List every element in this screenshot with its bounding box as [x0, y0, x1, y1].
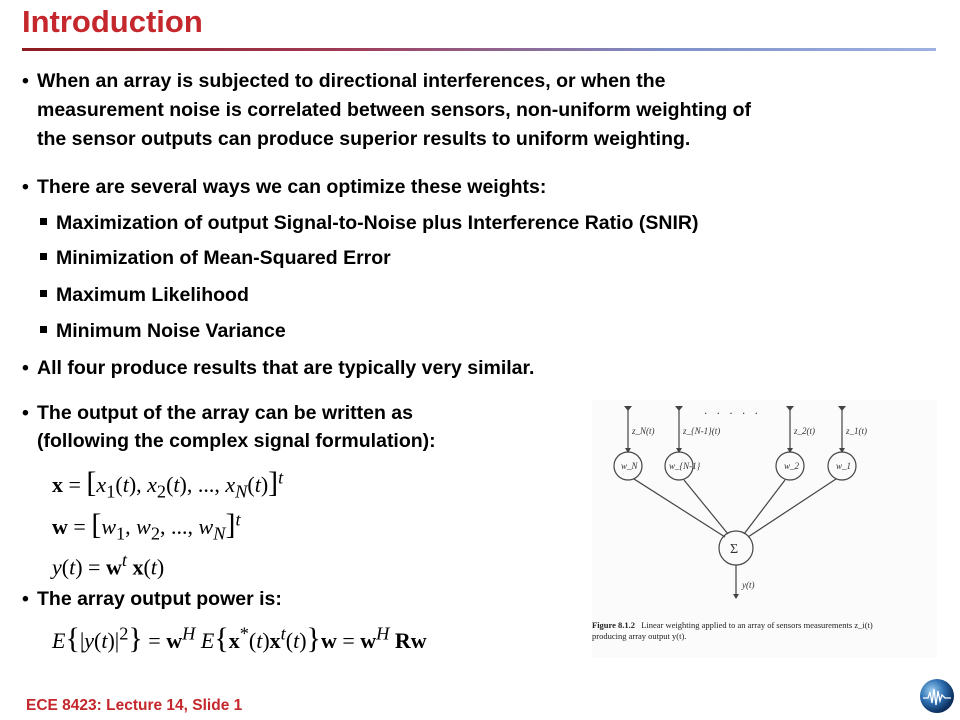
- square-bullet-icon: [40, 253, 47, 260]
- title-underline: [22, 48, 936, 51]
- bullet-line: (following the complex signal formulation):: [37, 430, 436, 452]
- sub-bullet-text: Minimum Noise Variance: [56, 320, 286, 342]
- bullet-dot: •: [22, 402, 29, 424]
- input-label: z_1(t): [846, 426, 867, 436]
- square-bullet-icon: [40, 218, 47, 225]
- sub-bullet-text: Minimization of Mean-Squared Error: [56, 247, 391, 269]
- globe-logo-icon: [919, 678, 955, 714]
- figure-caption-line2: producing array output y(t).: [592, 631, 687, 641]
- bullet-line: measurement noise is correlated between sensors, non-uniform weighting of: [37, 99, 752, 121]
- weight-label: w_{N-1}: [669, 461, 701, 471]
- equation-array-output: $y(t) = w^t$ x(t): [52, 550, 165, 580]
- equation-output-power: $E\{|y(t)|^2\} = w^H$ $E\{x^*(t)x^t(t)\}w = w^H$ Rw: [52, 622, 427, 655]
- figure-caption-line1: Linear weighting applied to an array of sensors measurements z_i(t): [641, 620, 873, 630]
- bullet-dot: •: [22, 176, 29, 198]
- slide-title: Introduction: [22, 4, 203, 39]
- bullet-line: The array output power is:: [37, 588, 282, 610]
- ellipsis-dots: . . . . .: [704, 403, 762, 417]
- bullet-dot: •: [22, 357, 29, 379]
- bullet-dot: •: [22, 70, 29, 92]
- bullet-line: The output of the array can be written as: [37, 402, 413, 424]
- slide-footer: ECE 8423: Lecture 14, Slide 1: [26, 697, 243, 714]
- square-bullet-icon: [40, 326, 47, 333]
- output-label: y(t): [742, 580, 755, 590]
- array-weighting-figure: [592, 400, 937, 658]
- square-bullet-icon: [40, 290, 47, 297]
- input-label: z_2(t): [794, 426, 815, 436]
- bullet-line: the sensor outputs can produce superior results to uniform weighting.: [37, 128, 691, 150]
- equation-x-vector: $x = [x_1(t)$, $x_2(t)$, ..., $x_N(t)]^t$: [52, 466, 284, 502]
- input-label: z_{N-1}(t): [683, 426, 721, 436]
- bullet-line: When an array is subjected to directional interferences, or when the: [37, 70, 666, 92]
- bullet-dot: •: [22, 588, 29, 610]
- weight-label: w_2: [784, 461, 800, 471]
- bullet-line: All four produce results that are typically very similar.: [37, 357, 535, 379]
- weight-label: w_N: [621, 461, 638, 471]
- sub-bullet-text: Maximum Likelihood: [56, 284, 249, 306]
- figure-caption-label: Figure 8.1.2: [592, 620, 636, 630]
- equation-w-vector: $w = [w_1$, $w_2$, ..., $w_N]^t$: [52, 508, 241, 544]
- bullet-line: There are several ways we can optimize these weights:: [37, 176, 547, 198]
- sub-bullet-text: Maximization of output Signal-to-Noise plus Interference Ratio (SNIR): [56, 212, 699, 234]
- input-label: z_N(t): [632, 426, 655, 436]
- weight-label: w_1: [836, 461, 852, 471]
- sum-symbol: Σ: [730, 542, 739, 557]
